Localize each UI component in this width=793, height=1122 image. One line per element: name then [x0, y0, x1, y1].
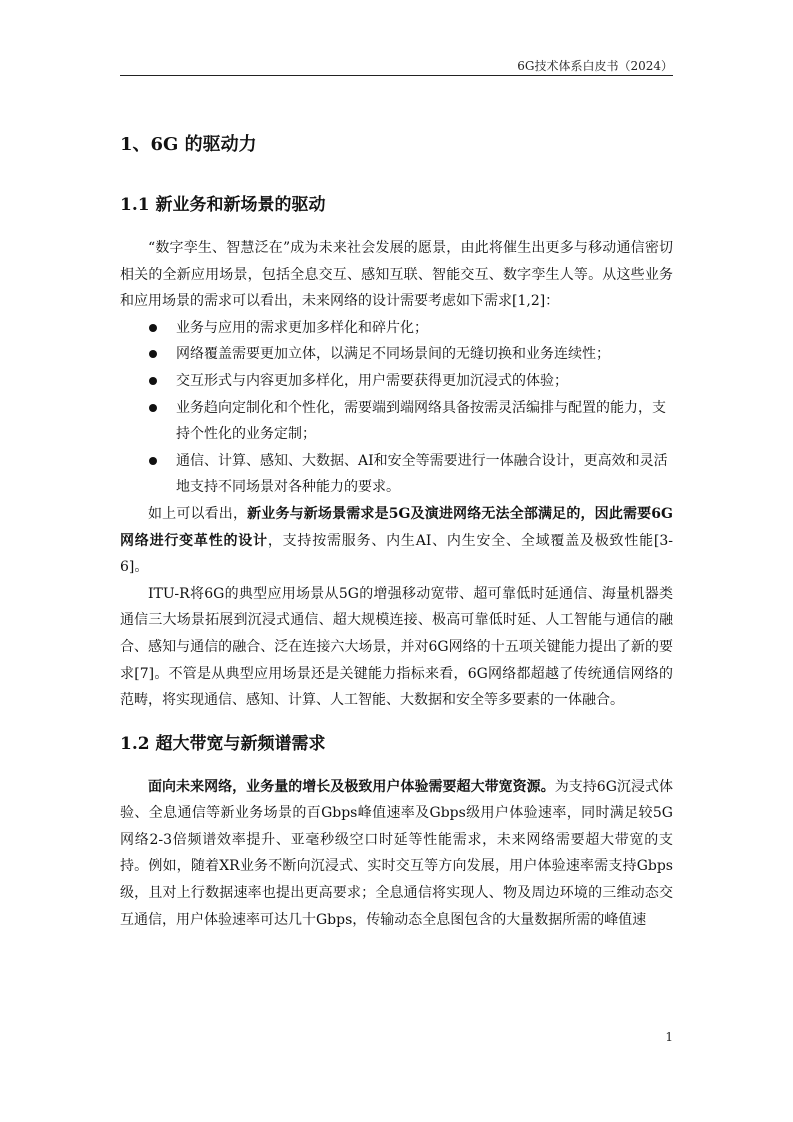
- bullet-dot: [149, 324, 157, 332]
- section-title-1-2: 1.2 超大带宽与新频谱需求: [120, 733, 326, 754]
- header-rule: [120, 75, 673, 76]
- section2-bold-text: 面向未来网络，业务量的增长及极致用户体验需要超大带宽资源。: [148, 778, 555, 795]
- list-item: [120, 448, 673, 501]
- bullet-dot: [149, 404, 157, 412]
- list-item: [120, 395, 673, 448]
- list-item-text: 业务趋向定制化和个性化，需要端到端网络具备按需灵活编排与配置的能力，支持个性化的业务定制；: [176, 399, 666, 443]
- requirements-list: [120, 315, 673, 501]
- list-item-text: 业务与应用的需求更加多样化和碎片化；: [176, 319, 428, 336]
- list-item-text: 网络覆盖需要更加立体，以满足不同场景间的无缝切换和业务连续性；: [176, 346, 610, 363]
- section1-summary-paragraph: [120, 501, 673, 581]
- running-header: 6G技术体系白皮书（2024）: [517, 59, 673, 73]
- summary-bold-text: 新业务与新场景需求是5G及演进网络无法全部满足的，因此需要6G网络进行变革性的设计: [120, 505, 673, 549]
- section1-intro-paragraph: “数字孪生、智慧泛在”成为未来社会发展的愿景，由此将催生出更多与移动通信密切相关的全新应用场景，包括全息交互、感知互联、智能交互、数字孪生人等。从这些业务和应用场景的需求可以看出，未来网络的设计需要考虑如下需求[1,2]：: [120, 240, 673, 310]
- list-item: [120, 368, 673, 395]
- section-title-1-1: 1.1 新业务和新场景的驱动: [120, 195, 326, 215]
- summary-lead-text: 如上可以看出，: [148, 505, 248, 522]
- section1-itu-paragraph: ITU-R将6G的典型应用场景从5G的增强移动宽带、超可靠低时延通信、海量机器类通信三大场景拓展到沉浸式通信、超大规模连接、极高可靠低时延、人工智能与通信的融合、感知与通信的融合、泛在连接六大场景，并对6G网络的十五项关键能力提出了新的要求[7]。不管是从典型应用场景还是关键能力指标来看，6G网络都超越了传统通信网络的范畴，将实现通信、感知、计算、人工智能、大数据和安全等多要素的一体融合。: [120, 585, 673, 709]
- section2-body-text: 为支持6G沉浸式体验、全息通信等新业务场景的百Gbps峰值速率及Gbps级用户体验速率，同时满足较5G网络2-3倍频谱效率提升、亚毫秒级空口时延等性能需求，未来网络需要超大带宽的支持。例如，随着XR业务不断向沉浸式、实时交互等方向发展，用户体验速率需支持Gbps级，且对上行数据速率也提出更高要求；全息通信将实现人、物及周边环境的三维动态交互通信，用户体验速率可达几十Gbps，传输动态全息图包含的大量数据所需的峰值速: [120, 778, 674, 928]
- bullet-dot: [149, 457, 157, 465]
- list-item: [120, 341, 673, 368]
- chapter-title: 1、6G 的驱动力: [120, 134, 257, 155]
- list-item: [120, 315, 673, 342]
- list-item-text: 交互形式与内容更加多样化，用户需要获得更加沉浸式的体验；: [176, 372, 568, 389]
- page-number: 1: [665, 1030, 673, 1044]
- summary-tail-text: ，支持按需服务、内生AI、内生安全、全域覆盖及极致性能[3-6]。: [120, 532, 674, 576]
- bullet-dot: [149, 350, 157, 358]
- section2-paragraph: [120, 774, 673, 934]
- list-item-text: 通信、计算、感知、大数据、AI和安全等需要进行一体融合设计，更高效和灵活地支持不同场景对各种能力的要求。: [176, 452, 668, 496]
- bullet-dot: [149, 377, 157, 385]
- page-content: [120, 128, 673, 933]
